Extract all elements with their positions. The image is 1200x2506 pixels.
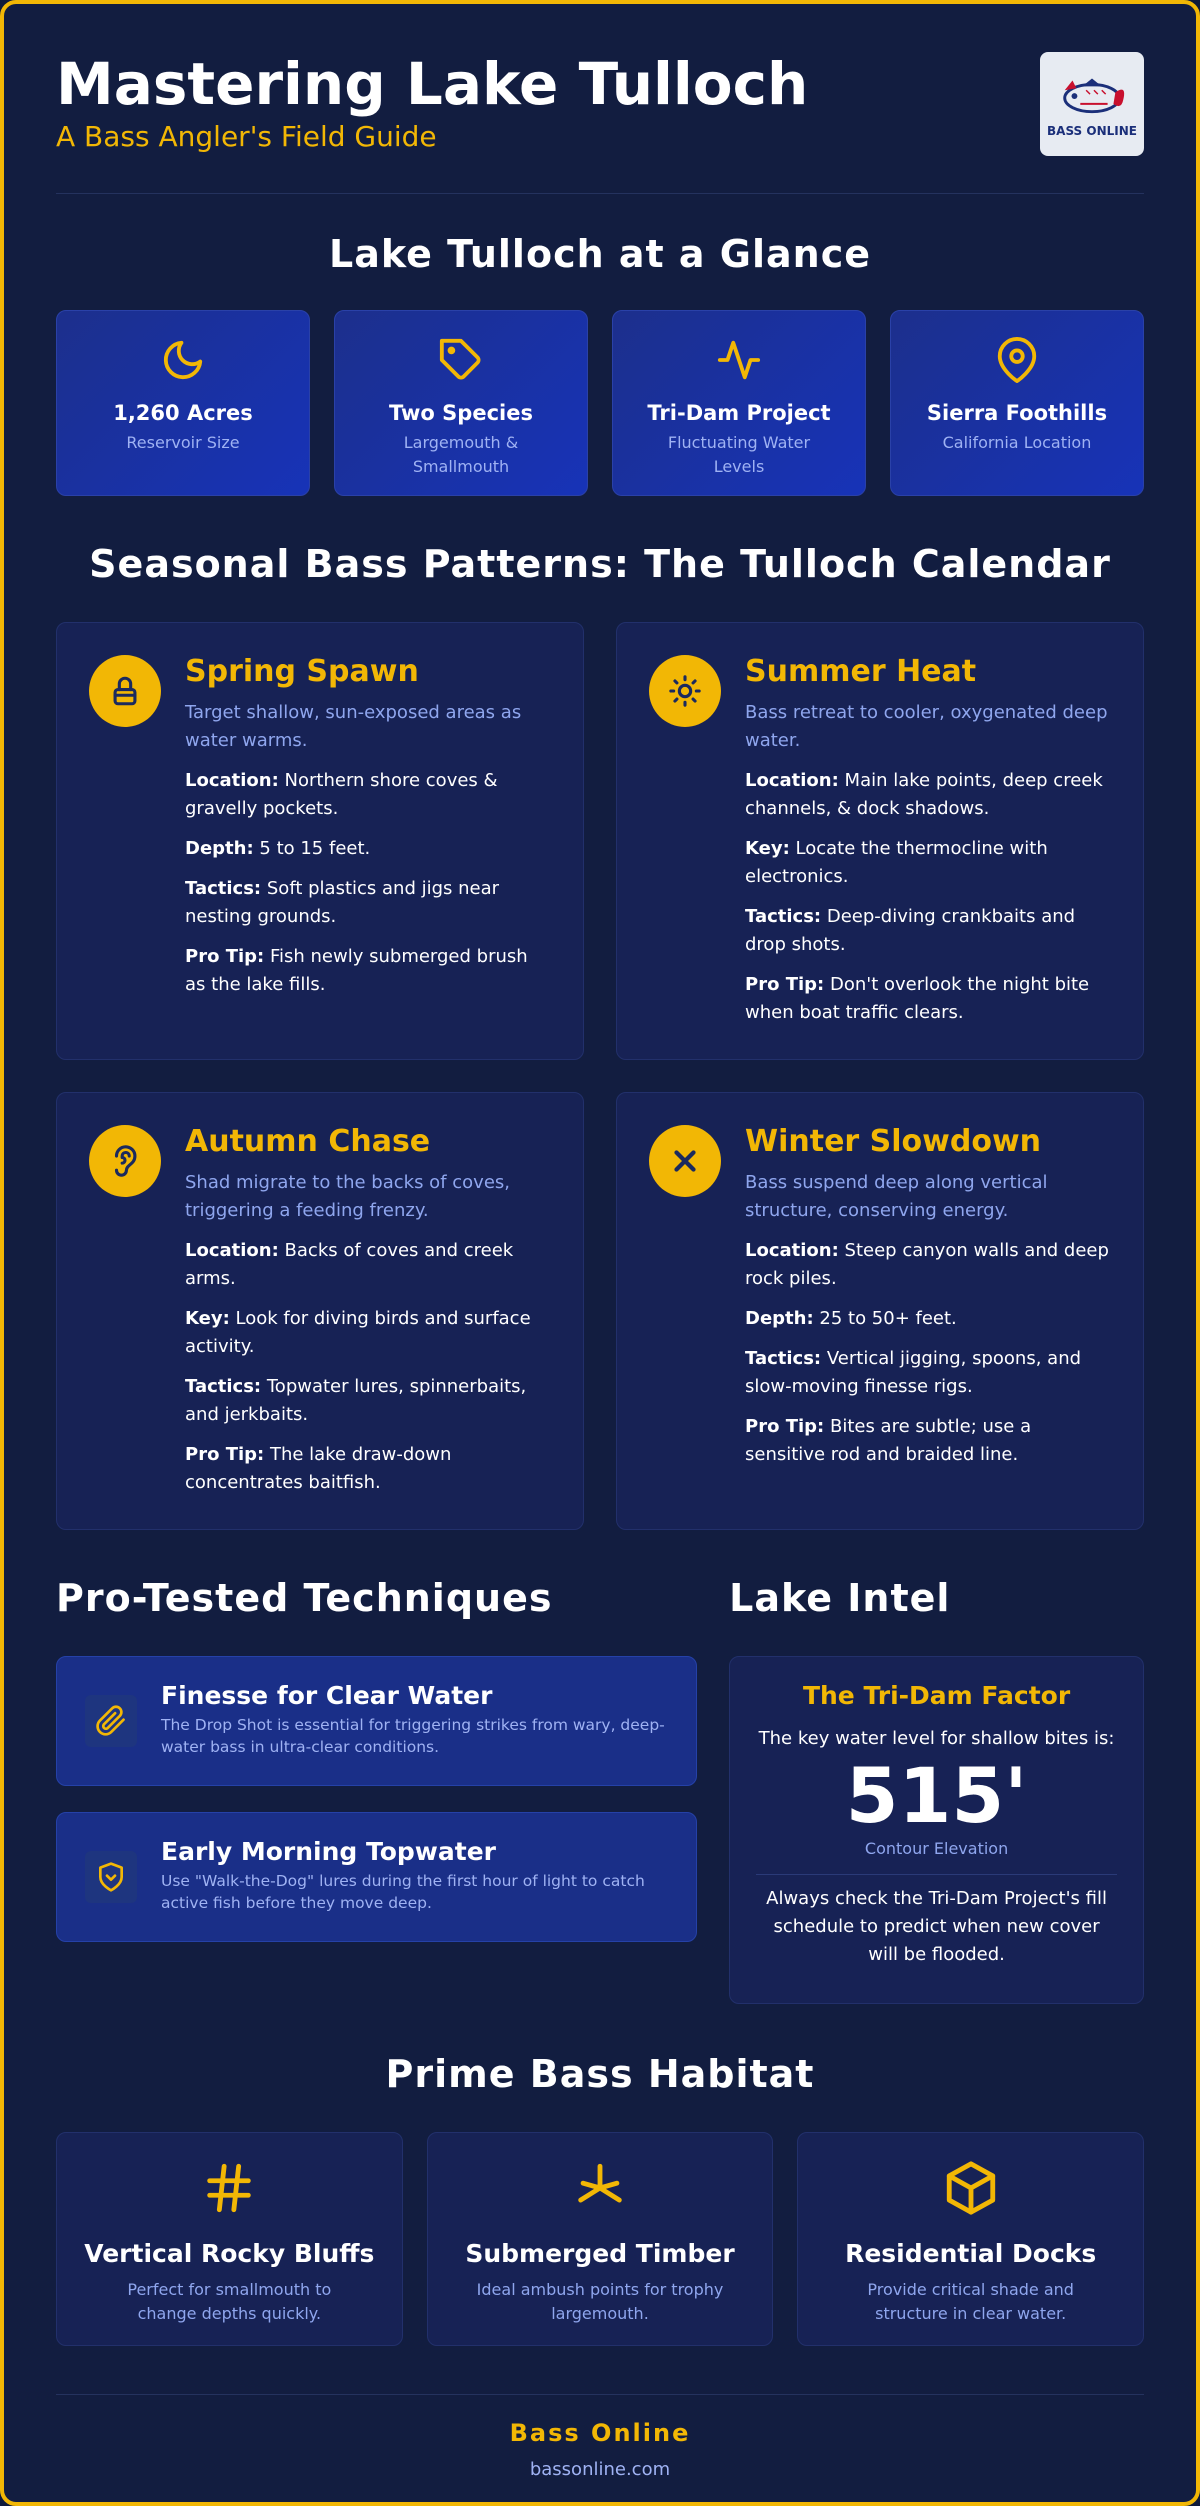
- intel-note: Always check the Tri-Dam Project's fill schedule to predict when new cover will be flooded.: [766, 1888, 1107, 1965]
- season-detail-row: Tactics: Vertical jigging, spoons, and slow-moving finesse rigs.: [745, 1348, 1082, 1397]
- season-detail-row: Location: Backs of coves and creek arms.: [185, 1240, 514, 1289]
- season-detail-row: Tactics: Soft plastics and jigs near nesting grounds.: [185, 878, 500, 927]
- glance-card-tri-dam: [612, 310, 866, 496]
- season-description: Bass retreat to cooler, oxygenated deep water.: [745, 702, 1108, 751]
- header: [56, 4, 1144, 194]
- glance-card-acres: [56, 310, 310, 496]
- habitat-heading: Prime Bass Habitat: [385, 2052, 815, 2096]
- technique-icon-box: [85, 1851, 137, 1903]
- technique-icon-box: [85, 1695, 137, 1747]
- habitat-cards: [56, 2132, 1144, 2346]
- intel-elevation-value: 515': [845, 1751, 1028, 1840]
- glance-card-title: 1,260 Acres: [113, 401, 253, 425]
- technique-description: Use "Walk-the-Dog" lures during the first hour of light to catch active fish before they move deep.: [161, 1872, 645, 1912]
- season-detail-row: Pro Tip: Don't overlook the night bite when boat traffic clears.: [745, 974, 1090, 1023]
- season-description: Shad migrate to the backs of coves, triggering a feeding frenzy.: [185, 1172, 510, 1221]
- intel-column: [729, 1576, 1144, 2004]
- habitat-card-bluffs: [56, 2132, 403, 2346]
- bass-fish-icon: [1053, 70, 1131, 130]
- season-card-autumn: [56, 1092, 584, 1530]
- habitat-description: Provide critical shade and structure in clear water.: [867, 2280, 1074, 2323]
- season-icon-badge: [649, 1125, 721, 1197]
- season-icon-badge: [89, 655, 161, 727]
- glance-cards: [56, 310, 1144, 496]
- footer-brand: Bass Online: [509, 2419, 691, 2447]
- technique-description: The Drop Shot is essential for triggering strikes from wary, deep-water bass in ultra-clear conditions.: [161, 1716, 665, 1756]
- glance-heading: Lake Tulloch at a Glance: [329, 232, 871, 276]
- season-card-spring: [56, 622, 584, 1060]
- season-detail-row: Key: Look for diving birds and surface activity.: [185, 1308, 531, 1357]
- box-icon: [942, 2159, 1000, 2217]
- habitat-card-timber: [427, 2132, 774, 2346]
- seasonal-heading: Seasonal Bass Patterns: The Tulloch Calendar: [89, 542, 1111, 586]
- season-detail-row: Location: Northern shore coves & gravelly pockets.: [185, 770, 498, 819]
- x-icon: [668, 1144, 702, 1178]
- glance-card-subtitle: Largemouth & Smallmouth: [403, 433, 519, 476]
- season-description: Bass suspend deep along vertical structure, conserving energy.: [745, 1172, 1048, 1221]
- glance-card-title: Tri-Dam Project: [647, 401, 831, 425]
- technique-card-finesse: [56, 1656, 697, 1786]
- technique-card-topwater: [56, 1812, 697, 1942]
- season-detail-row: Tactics: Topwater lures, spinnerbaits, and jerkbaits.: [185, 1376, 527, 1425]
- glance-card-subtitle: California Location: [942, 433, 1092, 452]
- footer: [56, 2394, 1144, 2480]
- intel-heading: Lake Intel: [729, 1576, 951, 1620]
- habitat-description: Ideal ambush points for trophy largemouth.: [476, 2280, 724, 2323]
- moon-icon: [160, 337, 206, 383]
- technique-title: Finesse for Clear Water: [161, 1681, 493, 1710]
- glance-card-location: [890, 310, 1144, 496]
- glance-card-species: [334, 310, 588, 496]
- habitat-title: Residential Docks: [845, 2239, 1097, 2268]
- season-title: Autumn Chase: [185, 1124, 431, 1159]
- habitat-card-docks: [797, 2132, 1144, 2346]
- page-title: Mastering Lake Tulloch: [56, 50, 809, 118]
- glance-card-title: Two Species: [389, 401, 533, 425]
- hash-icon: [200, 2159, 258, 2217]
- ear-icon: [108, 1144, 142, 1178]
- season-title: Summer Heat: [745, 654, 977, 689]
- season-detail-row: Pro Tip: Fish newly submerged brush as the lake fills.: [185, 946, 528, 995]
- season-title: Spring Spawn: [185, 654, 419, 689]
- footer-url-link[interactable]: bassonline.com: [529, 2459, 671, 2480]
- season-detail-row: Pro Tip: The lake draw-down concentrates baitfish.: [185, 1444, 452, 1493]
- technique-title: Early Morning Topwater: [161, 1837, 496, 1866]
- habitat-description: Perfect for smallmouth to change depths quickly.: [127, 2280, 332, 2323]
- intel-caption: Contour Elevation: [864, 1839, 1009, 1858]
- glance-card-subtitle: Fluctuating Water Levels: [667, 433, 811, 476]
- intel-divider: [756, 1874, 1117, 1875]
- season-cards: [56, 622, 1144, 1530]
- season-icon-badge: [89, 1125, 161, 1197]
- season-description: Target shallow, sun-exposed areas as water warms.: [185, 702, 522, 751]
- intel-lead: The key water level for shallow bites is:: [758, 1728, 1115, 1749]
- logo-wordmark: BASS ONLINE: [1047, 124, 1137, 138]
- paperclip-icon: [95, 1705, 127, 1737]
- season-detail-row: Pro Tip: Bites are subtle; use a sensitive rod and braided line.: [745, 1416, 1032, 1465]
- tag-icon: [438, 337, 484, 383]
- season-detail-row: Location: Steep canyon walls and deep rock piles.: [745, 1240, 1109, 1289]
- bass-online-logo: [1040, 52, 1144, 156]
- season-card-summer: [616, 622, 1144, 1060]
- sun-icon: [668, 674, 702, 708]
- season-detail-row: Tactics: Deep-diving crankbaits and drop shots.: [745, 906, 1076, 955]
- lock-icon: [108, 674, 142, 708]
- season-detail-row: Depth: 5 to 15 feet.: [185, 838, 371, 859]
- habitat-title: Submerged Timber: [465, 2239, 735, 2268]
- techniques-intel-row: [56, 1576, 1144, 2004]
- season-title: Winter Slowdown: [745, 1124, 1042, 1159]
- map-pin-icon: [994, 337, 1040, 383]
- season-detail-row: Location: Main lake points, deep creek channels, & dock shadows.: [745, 770, 1103, 819]
- season-card-winter: [616, 1092, 1144, 1530]
- page-subtitle: A Bass Angler's Field Guide: [56, 120, 437, 153]
- activity-icon: [716, 337, 762, 383]
- glance-card-title: Sierra Foothills: [926, 401, 1108, 425]
- season-detail-row: Key: Locate the thermocline with electronics.: [745, 838, 1048, 887]
- habitat-title: Vertical Rocky Bluffs: [84, 2239, 375, 2268]
- season-detail-row: Depth: 25 to 50+ feet.: [745, 1308, 957, 1329]
- intel-card: [729, 1656, 1144, 2004]
- shield-icon: [95, 1861, 127, 1893]
- techniques-column: [56, 1576, 697, 2004]
- season-icon-badge: [649, 655, 721, 727]
- glance-card-subtitle: Reservoir Size: [126, 433, 240, 452]
- asterisk-icon: [571, 2159, 629, 2217]
- intel-title: The Tri-Dam Factor: [802, 1681, 1071, 1710]
- techniques-heading: Pro-Tested Techniques: [56, 1576, 553, 1620]
